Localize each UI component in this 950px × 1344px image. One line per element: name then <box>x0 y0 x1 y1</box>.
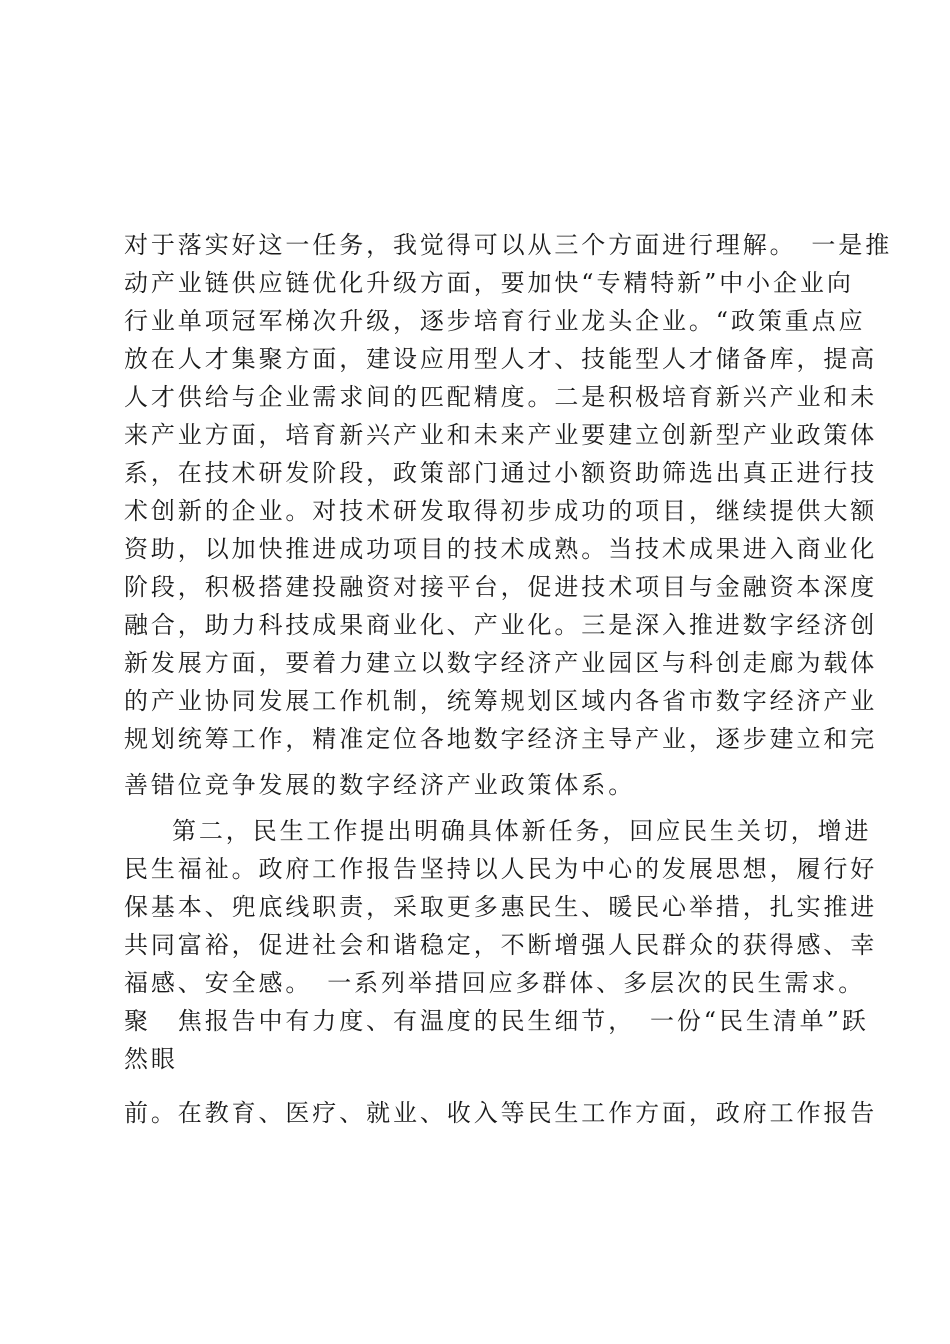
paragraph-2-line-8: 前。在教育、医疗、就业、收入等民生工作方面，政府工作报告 <box>124 1099 878 1127</box>
paragraph-1-line-10: 阶段，积极搭建投融资对接平台，促进技术项目与金融资本深度 <box>124 573 878 601</box>
paragraph-1-line-12: 新发展方面，要着力建立以数字经济产业园区与科创走廊为载体 <box>124 649 878 677</box>
paragraph-1-line-6: 来产业方面，培育新兴产业和未来产业要建立创新型产业政策体 <box>124 421 878 449</box>
paragraph-1-line-3: 行业单项冠军梯次升级，逐步培育行业龙头企业。“政策重点应 <box>124 307 866 335</box>
paragraph-2-line-6: 聚 焦报告中有力度、有温度的民生细节， 一份“民生清单”跃 <box>124 1007 869 1035</box>
paragraph-2-line-5: 福感、安全感。 一系列举措回应多群体、多层次的民生需求。 <box>124 969 866 997</box>
paragraph-1-line-5: 人才供给与企业需求间的匹配精度。二是积极培育新兴产业和未 <box>124 383 878 411</box>
paragraph-2-line-7: 然眼 <box>124 1045 178 1073</box>
paragraph-1-line-4: 放在人才集聚方面，建设应用型人才、技能型人才储备库，提高 <box>124 345 878 373</box>
paragraph-1-line-2: 动产业链供应链优化升级方面，要加快“专精特新”中小企业向 <box>124 269 854 297</box>
paragraph-2-line-2: 民生福祉。政府工作报告坚持以人民为中心的发展思想，履行好 <box>124 855 878 883</box>
paragraph-2-line-3: 保基本、兜底线职责，采取更多惠民生、暖民心举措，扎实推进 <box>124 893 878 921</box>
paragraph-1-line-13: 的产业协同发展工作机制，统筹规划区域内各省市数字经济产业 <box>124 687 878 715</box>
paragraph-1-line-14: 规划统筹工作，精准定位各地数字经济主导产业，逐步建立和完 <box>124 725 878 753</box>
paragraph-1-line-7: 系，在技术研发阶段，政策部门通过小额资助筛选出真正进行技 <box>124 459 878 487</box>
paragraph-2-line-1: 第二，民生工作提出明确具体新任务，回应民生关切，增进 <box>172 817 872 845</box>
paragraph-1-line-8: 术创新的企业。对技术研发取得初步成功的项目，继续提供大额 <box>124 497 878 525</box>
paragraph-2-line-4: 共同富裕，促进社会和谐稳定，不断增强人民群众的获得感、幸 <box>124 931 878 959</box>
paragraph-1-line-11: 融合，助力科技成果商业化、产业化。三是深入推进数字经济创 <box>124 611 878 639</box>
paragraph-1-line-1: 对于落实好这一任务，我觉得可以从三个方面进行理解。 一是推 <box>124 231 893 259</box>
paragraph-1-line-15: 善错位竞争发展的数字经济产业政策体系。 <box>124 771 636 799</box>
paragraph-1-line-9: 资助，以加快推进成功项目的技术成熟。当技术成果进入商业化 <box>124 535 878 563</box>
